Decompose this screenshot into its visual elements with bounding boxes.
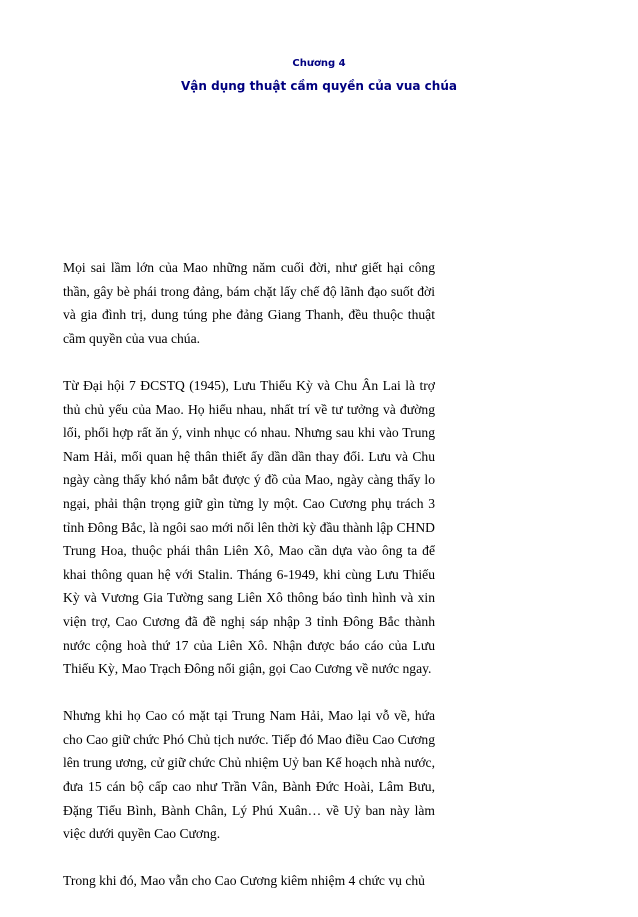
paragraph-1: Mọi sai lầm lớn của Mao những năm cuối đời, như giết hại công thần, gây bè phái trong đảng, bám chặt lấy chế độ lãnh đạo suốt đời và gia đình trị, dung túng phe đảng Giang Thanh, đều thuộc thuật cầm quyền của vua chúa. [63, 260, 435, 346]
paragraph-3: Nhưng khi họ Cao có mặt tại Trung Nam Hải, Mao lại vỗ về, hứa cho Cao giữ chức Phó Chủ tịch nước. Tiếp đó Mao điều Cao Cương lên trung ương, cử giữ chức Chủ nhiệm Uỷ ban Kế hoạch nhà nước, đưa 15 cán bộ cấp cao như Trần Vân, Bành Đức Hoài, Lâm Bưu, Đặng Tiểu Bình, Bành Chân, Lý Phú Xuân… về Uỷ ban này làm việc dưới quyền Cao Cương. [63, 708, 435, 842]
chapter-title: Vận dụng thuật cầm quyền của vua chúa [181, 79, 457, 93]
body-text [63, 256, 435, 917]
paragraph-2: Từ Đại hội 7 ĐCSTQ (1945), Lưu Thiếu Kỳ và Chu Ân Lai là trợ thủ chủ yếu của Mao. Họ hiểu nhau, nhất trí về tư tưởng và đường lối, phối hợp rất ăn ý, vinh nhục có nhau. Nhưng sau khi vào Trung Nam Hải, mối quan hệ thân thiết ấy dần dần thay đổi. Lưu và Chu ngày càng thấy khó nắm bắt được ý đồ của Mao, ngày càng thấy lo ngại, phải thận trọng giữ gìn từng ly một. Cao Cương phụ trách 3 tỉnh Đông Bắc, là ngôi sao mới nổi lên thời kỳ đầu thành lập CHND Trung Hoa, thuộc phái thân Liên Xô, Mao cần dựa vào ông ta để khai thông quan hệ với Stalin. Tháng 6-1949, khi cùng Lưu Thiếu Kỳ và Vương Gia Tường sang Liên Xô thông báo tình hình và xin viện trợ, Cao Cương đã đề nghị sáp nhập 3 tỉnh Đông Bắc thành nước cộng hoà thứ 17 của Liên Xô. Nhận được báo cáo của Lưu Thiếu Kỳ, Mao Trạch Đông nổi giận, gọi Cao Cương về nước ngay. [63, 377, 435, 677]
paragraph-4: Trong khi đó, Mao vẫn cho Cao Cương kiêm nhiệm 4 chức vụ chủ [63, 873, 425, 889]
chapter-label: Chương 4 [292, 58, 346, 69]
